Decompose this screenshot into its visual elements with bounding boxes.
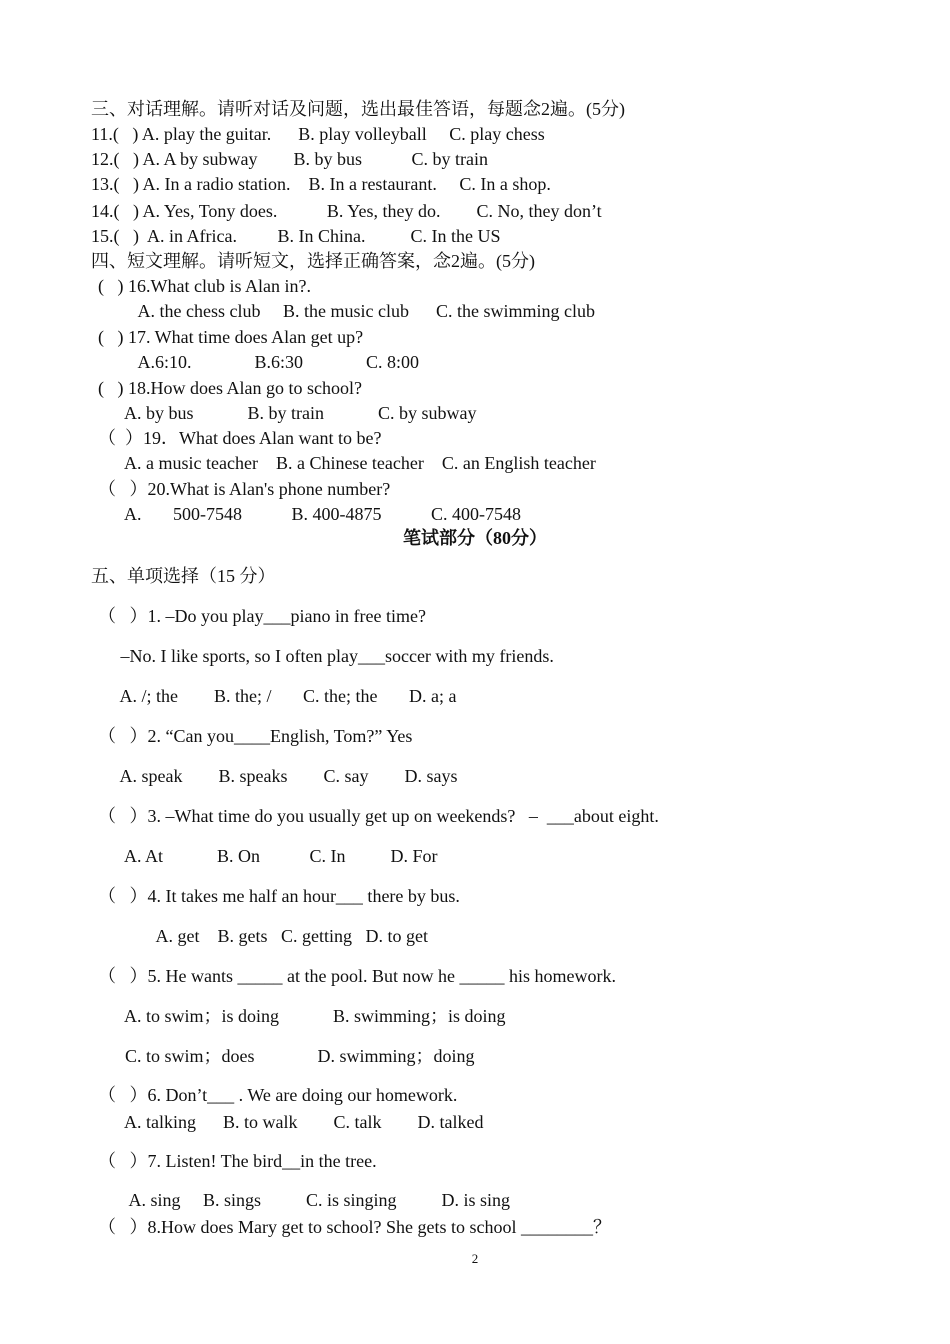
mc-question-1-options: A. /; the B. the; / C. the; the D. a; a: [98, 686, 457, 706]
mc-question-4-options: A. get B. gets C. getting D. to get: [98, 926, 428, 946]
question-20-options: A. 500-7548 B. 400-4875 C. 400-7548: [98, 504, 521, 524]
mc-question-8: （ ）8.How does Mary get to school? She gets to school ________？: [98, 1217, 611, 1237]
question-19-options: A. a music teacher B. a Chinese teacher C. an English teacher: [98, 453, 596, 473]
question-12: 12.( ) A. A by subway B. by bus C. by train: [91, 149, 489, 169]
mc-question-5-options-cd: C. to swim；does D. swimming；doing: [98, 1046, 475, 1066]
written-part-title: 笔试部分（80分）: [403, 528, 547, 548]
mc-question-2: （ ）2. “Can you____English, Tom?” Yes: [98, 726, 413, 746]
mc-question-2-options: A. speak B. speaks C. say D. says: [98, 766, 458, 786]
question-11: 11.( ) A. play the guitar. B. play volleyball C. play chess: [91, 124, 545, 144]
question-15: 15.( ) A. in Africa. B. In China. C. In the US: [91, 226, 501, 246]
mc-question-5-options-ab: A. to swim；is doing B. swimming；is doing: [98, 1006, 506, 1026]
question-16: ( ) 16.What club is Alan in?.: [98, 276, 311, 296]
question-14: 14.( ) A. Yes, Tony does. B. Yes, they do. C. No, they don’t: [91, 201, 602, 221]
mc-question-6: （ ）6. Don’t___ . We are doing our homework.: [98, 1085, 458, 1105]
mc-question-7-options: A. sing B. sings C. is singing D. is sing: [98, 1190, 511, 1210]
mc-question-3-options: A. At B. On C. In D. For: [98, 846, 438, 866]
mc-question-3: （ ）3. –What time do you usually get up on weekends? – ___about eight.: [98, 806, 659, 826]
question-17-options: A.6:10. B.6:30 C. 8:00: [98, 352, 420, 372]
section4-heading: 四、短文理解。请听短文，选择正确答案，念2遍。(5分): [91, 251, 535, 271]
mc-question-5: （ ）5. He wants _____ at the pool. But now he _____ his homework.: [98, 966, 616, 986]
section5-heading: 五、单项选择（15 分）: [91, 566, 276, 586]
question-19: （ ）19．What does Alan want to be?: [98, 428, 382, 448]
question-18-options: A. by bus B. by train C. by subway: [98, 403, 477, 423]
mc-question-1-line2: –No. I like sports, so I often play___soccer with my friends.: [98, 646, 554, 666]
mc-question-4: （ ）4. It takes me half an hour___ there by bus.: [98, 886, 460, 906]
mc-question-1: （ ）1. –Do you play___piano in free time?: [98, 606, 426, 626]
question-18: ( ) 18.How does Alan go to school?: [98, 378, 362, 398]
question-17: ( ) 17. What time does Alan get up?: [98, 327, 364, 347]
mc-question-7: （ ）7. Listen! The bird__in the tree.: [98, 1151, 377, 1171]
mc-question-6-options: A. talking B. to walk C. talk D. talked: [98, 1112, 484, 1132]
page-number: 2: [471, 1251, 479, 1266]
question-16-options: A. the chess club B. the music club C. the swimming club: [98, 301, 595, 321]
question-13: 13.( ) A. In a radio station. B. In a restaurant. C. In a shop.: [91, 174, 551, 194]
section3-heading: 三、对话理解。请听对话及问题，选出最佳答语，每题念2遍。(5分): [91, 99, 625, 119]
question-20: （ ）20.What is Alan's phone number?: [98, 479, 391, 499]
